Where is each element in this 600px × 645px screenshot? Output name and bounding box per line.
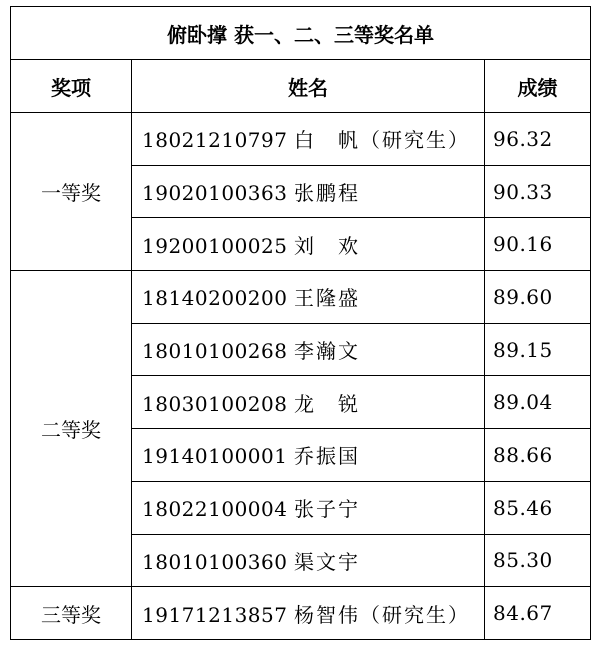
winner-cell — [132, 218, 485, 271]
score-value: 90.16 — [493, 232, 553, 257]
score-value: 88.66 — [493, 442, 553, 467]
score-value: 85.30 — [493, 548, 553, 573]
winner-cell — [132, 429, 485, 482]
winner-cell — [132, 271, 485, 324]
score-value: 90.33 — [493, 179, 553, 204]
winner-cell — [132, 165, 485, 218]
winner-cell — [132, 534, 485, 587]
column-header-name: 姓名 — [132, 60, 485, 113]
winner-name: 白 帆（研究生） — [294, 128, 470, 153]
table-title: 俯卧撑 获一、二、三等奖名单 — [11, 7, 591, 60]
winner-cell — [132, 587, 485, 640]
student-id: 19171213857 — [142, 602, 288, 627]
score-value: 85.46 — [493, 495, 553, 520]
student-id: 18140200200 — [142, 286, 288, 311]
score-value: 89.04 — [493, 390, 553, 415]
winner-name: 张子宁 — [294, 497, 360, 522]
winner-cell — [132, 323, 485, 376]
score-cell — [485, 218, 591, 271]
column-header-prize: 奖项 — [11, 60, 132, 113]
score-value: 89.60 — [493, 284, 553, 309]
score-cell — [485, 481, 591, 534]
score-cell — [485, 323, 591, 376]
winner-name: 渠文宇 — [294, 549, 360, 574]
winner-cell — [132, 113, 485, 166]
score-cell — [485, 587, 591, 640]
score-cell — [485, 534, 591, 587]
winner-name: 龙 锐 — [294, 391, 360, 416]
winner-name: 王隆盛 — [294, 286, 360, 311]
score-cell — [485, 113, 591, 166]
winner-name: 乔振国 — [294, 444, 360, 469]
table-row — [11, 113, 591, 166]
student-id: 19200100025 — [142, 233, 288, 258]
score-value: 96.32 — [493, 126, 553, 151]
score-value: 84.67 — [493, 601, 553, 626]
winner-cell — [132, 481, 485, 534]
score-cell — [485, 271, 591, 324]
table-row — [11, 271, 591, 324]
winner-name: 张鹏程 — [294, 181, 360, 206]
student-id: 19020100363 — [142, 181, 288, 206]
prize-label-third: 三等奖 — [11, 587, 132, 640]
table-row — [11, 587, 591, 640]
score-cell — [485, 429, 591, 482]
winner-name: 杨智伟（研究生） — [294, 602, 470, 627]
winner-name: 刘 欢 — [294, 233, 360, 258]
prize-label-first: 一等奖 — [11, 113, 132, 271]
winner-cell — [132, 376, 485, 429]
student-id: 18022100004 — [142, 497, 288, 522]
student-id: 18030100208 — [142, 391, 288, 416]
student-id: 18021210797 — [142, 128, 288, 153]
score-value: 89.15 — [493, 337, 553, 362]
award-table — [10, 6, 591, 640]
prize-label-second: 二等奖 — [11, 271, 132, 587]
column-header-score: 成绩 — [485, 60, 591, 113]
score-cell — [485, 165, 591, 218]
student-id: 19140100001 — [142, 444, 288, 469]
score-cell — [485, 376, 591, 429]
student-id: 18010100268 — [142, 339, 288, 364]
winner-name: 李瀚文 — [294, 339, 360, 364]
student-id: 18010100360 — [142, 549, 288, 574]
